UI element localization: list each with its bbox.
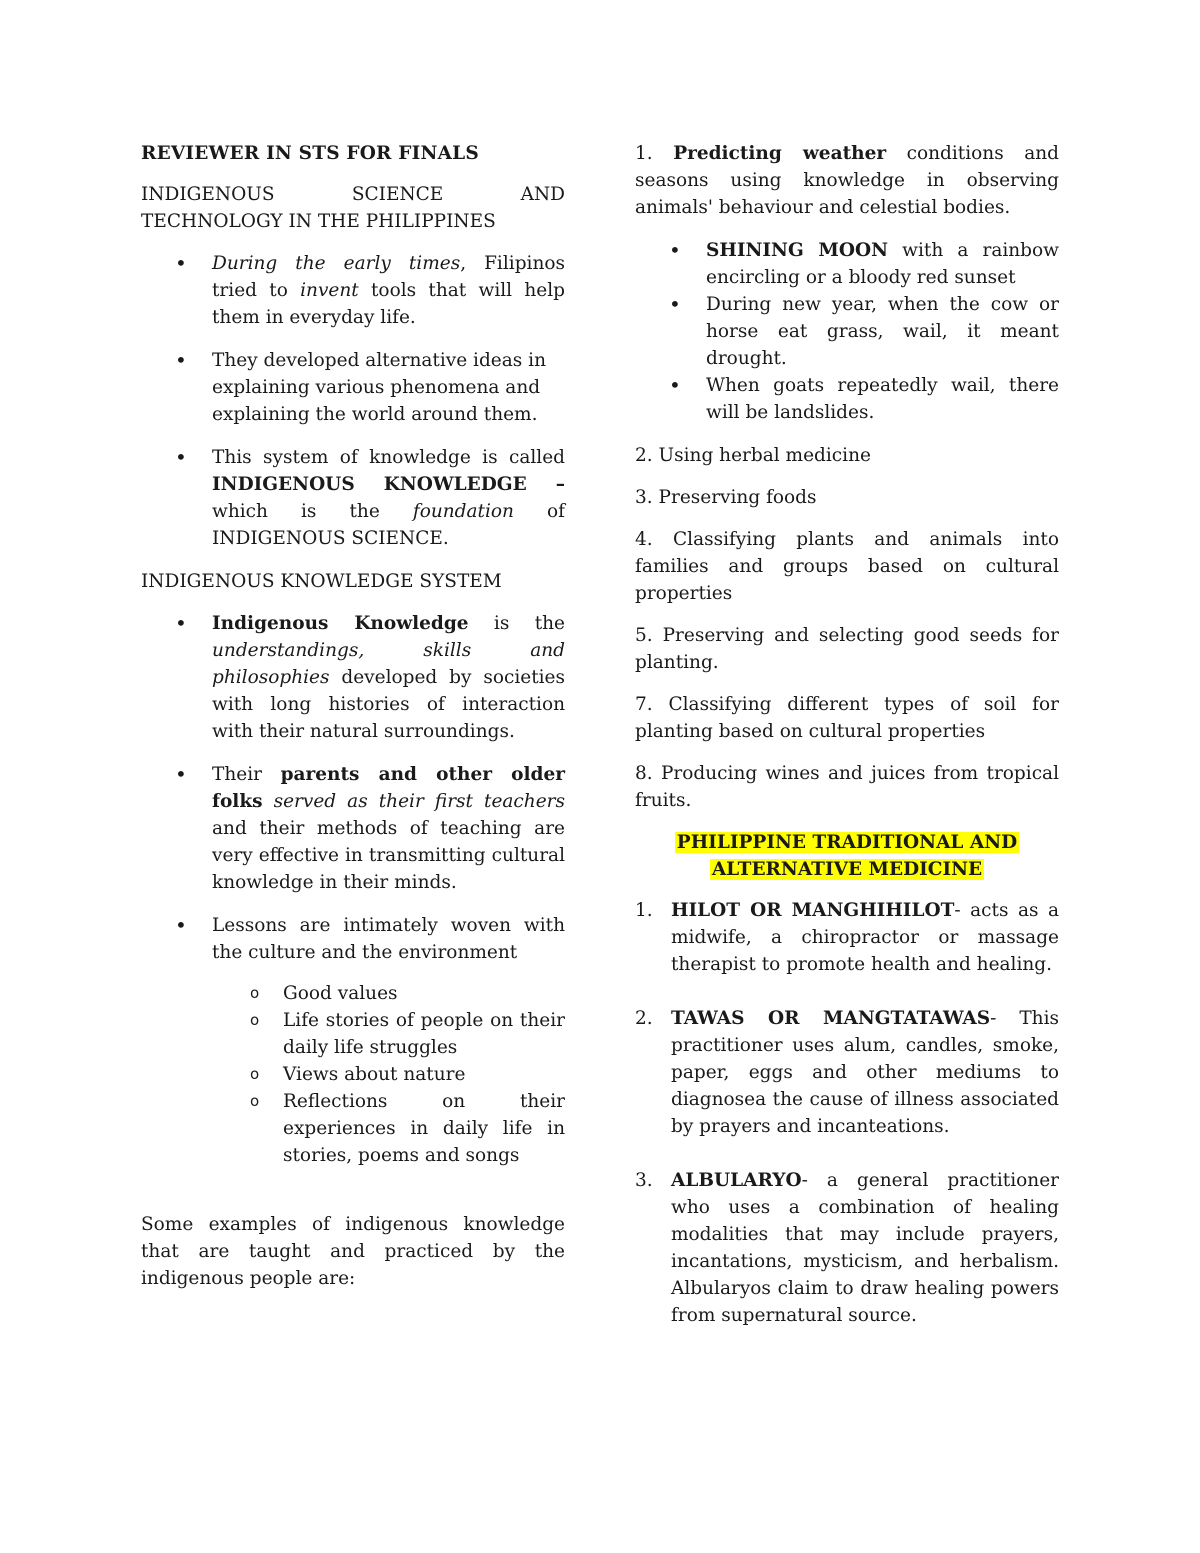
list-item: • Indigenous Knowledge is the understandings, skills and philosophies developed by societies with long histories of interaction with their natural surroundings. [141,610,565,745]
document-title: REVIEWER IN STS FOR FINALS [141,143,479,164]
numbered-item-weather: 1. Predicting weather conditions and seasons using knowledge in observing animals' behaviour and celestial bodies. [635,143,1059,218]
numbered-item: 5. Preserving and selecting good seeds for planting. [635,625,1059,673]
numbered-item: 2. Using herbal medicine [635,445,871,466]
section-heading-indigenous-science: INDIGENOUS SCIENCE AND TECHNOLOGY IN THE PHILIPPINES [141,184,565,232]
weather-signs-list [635,237,1059,426]
list-item: • When goats repeatedly wail, there will be landslides. [635,372,1059,426]
highlighted-heading-medicine: PHILIPPINE TRADITIONAL AND ALTERNATIVE MEDICINE [676,832,1018,880]
medicine-item-hilot: 1. HILOT OR MANGHIHILOT- acts as a midwife, a chiropractor or massage therapist to promote health and healing. [635,900,1060,975]
list-item: • Lessons are intimately woven with the culture and the environment o Good values o Life stories of people on their daily life struggles o Views about nature o Reflections on their experiences in daily life in stories, poems and songs [141,912,565,1169]
medicine-item-tawas: 2. TAWAS OR MANGTATAWAS- This practitioner uses alum, candles, smoke, paper, eggs and other mediums to diagnosea the cause of illness associated by prayers and incanteations. [635,1008,1060,1137]
medicine-item-albularyo: 3. ALBULARYO- a general practitioner who uses a combination of healing modalities that may include prayers, incantations, mysticism, and herbalism. Albularyos claim to draw healing powers from supernatural source. [635,1170,1059,1326]
sub-list-item: o Good values [212,980,565,1007]
left-column [141,140,565,1292]
list-item: • During new year, when the cow or horse eat grass, wail, it meant drought. [635,291,1059,372]
section-heading-knowledge-system: INDIGENOUS KNOWLEDGE SYSTEM [141,571,502,592]
list-item: • During the early times, Filipinos tried to invent tools that will help them in everyday life. [141,250,565,331]
list-item: • SHINING MOON with a rainbow encircling or a bloody red sunset [635,237,1059,291]
sub-list-lessons [212,980,565,1169]
list-item: • They developed alternative ideas in explaining various phenomena and explaining the world around them. [141,347,565,428]
numbered-item: 7. Classifying different types of soil for planting based on cultural properties [635,694,1059,742]
right-column [635,140,1059,1356]
numbered-item: 3. Preserving foods [635,487,817,508]
list-item: • Their parents and other older folks served as their first teachers and their methods of teaching are very effective in transmitting cultural knowledge in their minds. [141,761,565,896]
closing-paragraph: Some examples of indigenous knowledge that are taught and practiced by the indigenous people are: [141,1214,565,1289]
sub-list-item: o Reflections on their experiences in daily life in stories, poems and songs [212,1088,565,1169]
numbered-item: 4. Classifying plants and animals into families and groups based on cultural properties [635,529,1059,604]
numbered-item: 8. Producing wines and juices from tropical fruits. [635,763,1059,811]
sub-list-item: o Life stories of people on their daily life struggles [212,1007,565,1061]
bullet-list-history [141,250,565,552]
sub-list-item: o Views about nature [212,1061,565,1088]
list-item: • This system of knowledge is called INDIGENOUS KNOWLEDGE – which is the foundation of INDIGENOUS SCIENCE. [141,444,565,552]
bullet-list-knowledge-system [141,610,565,1169]
